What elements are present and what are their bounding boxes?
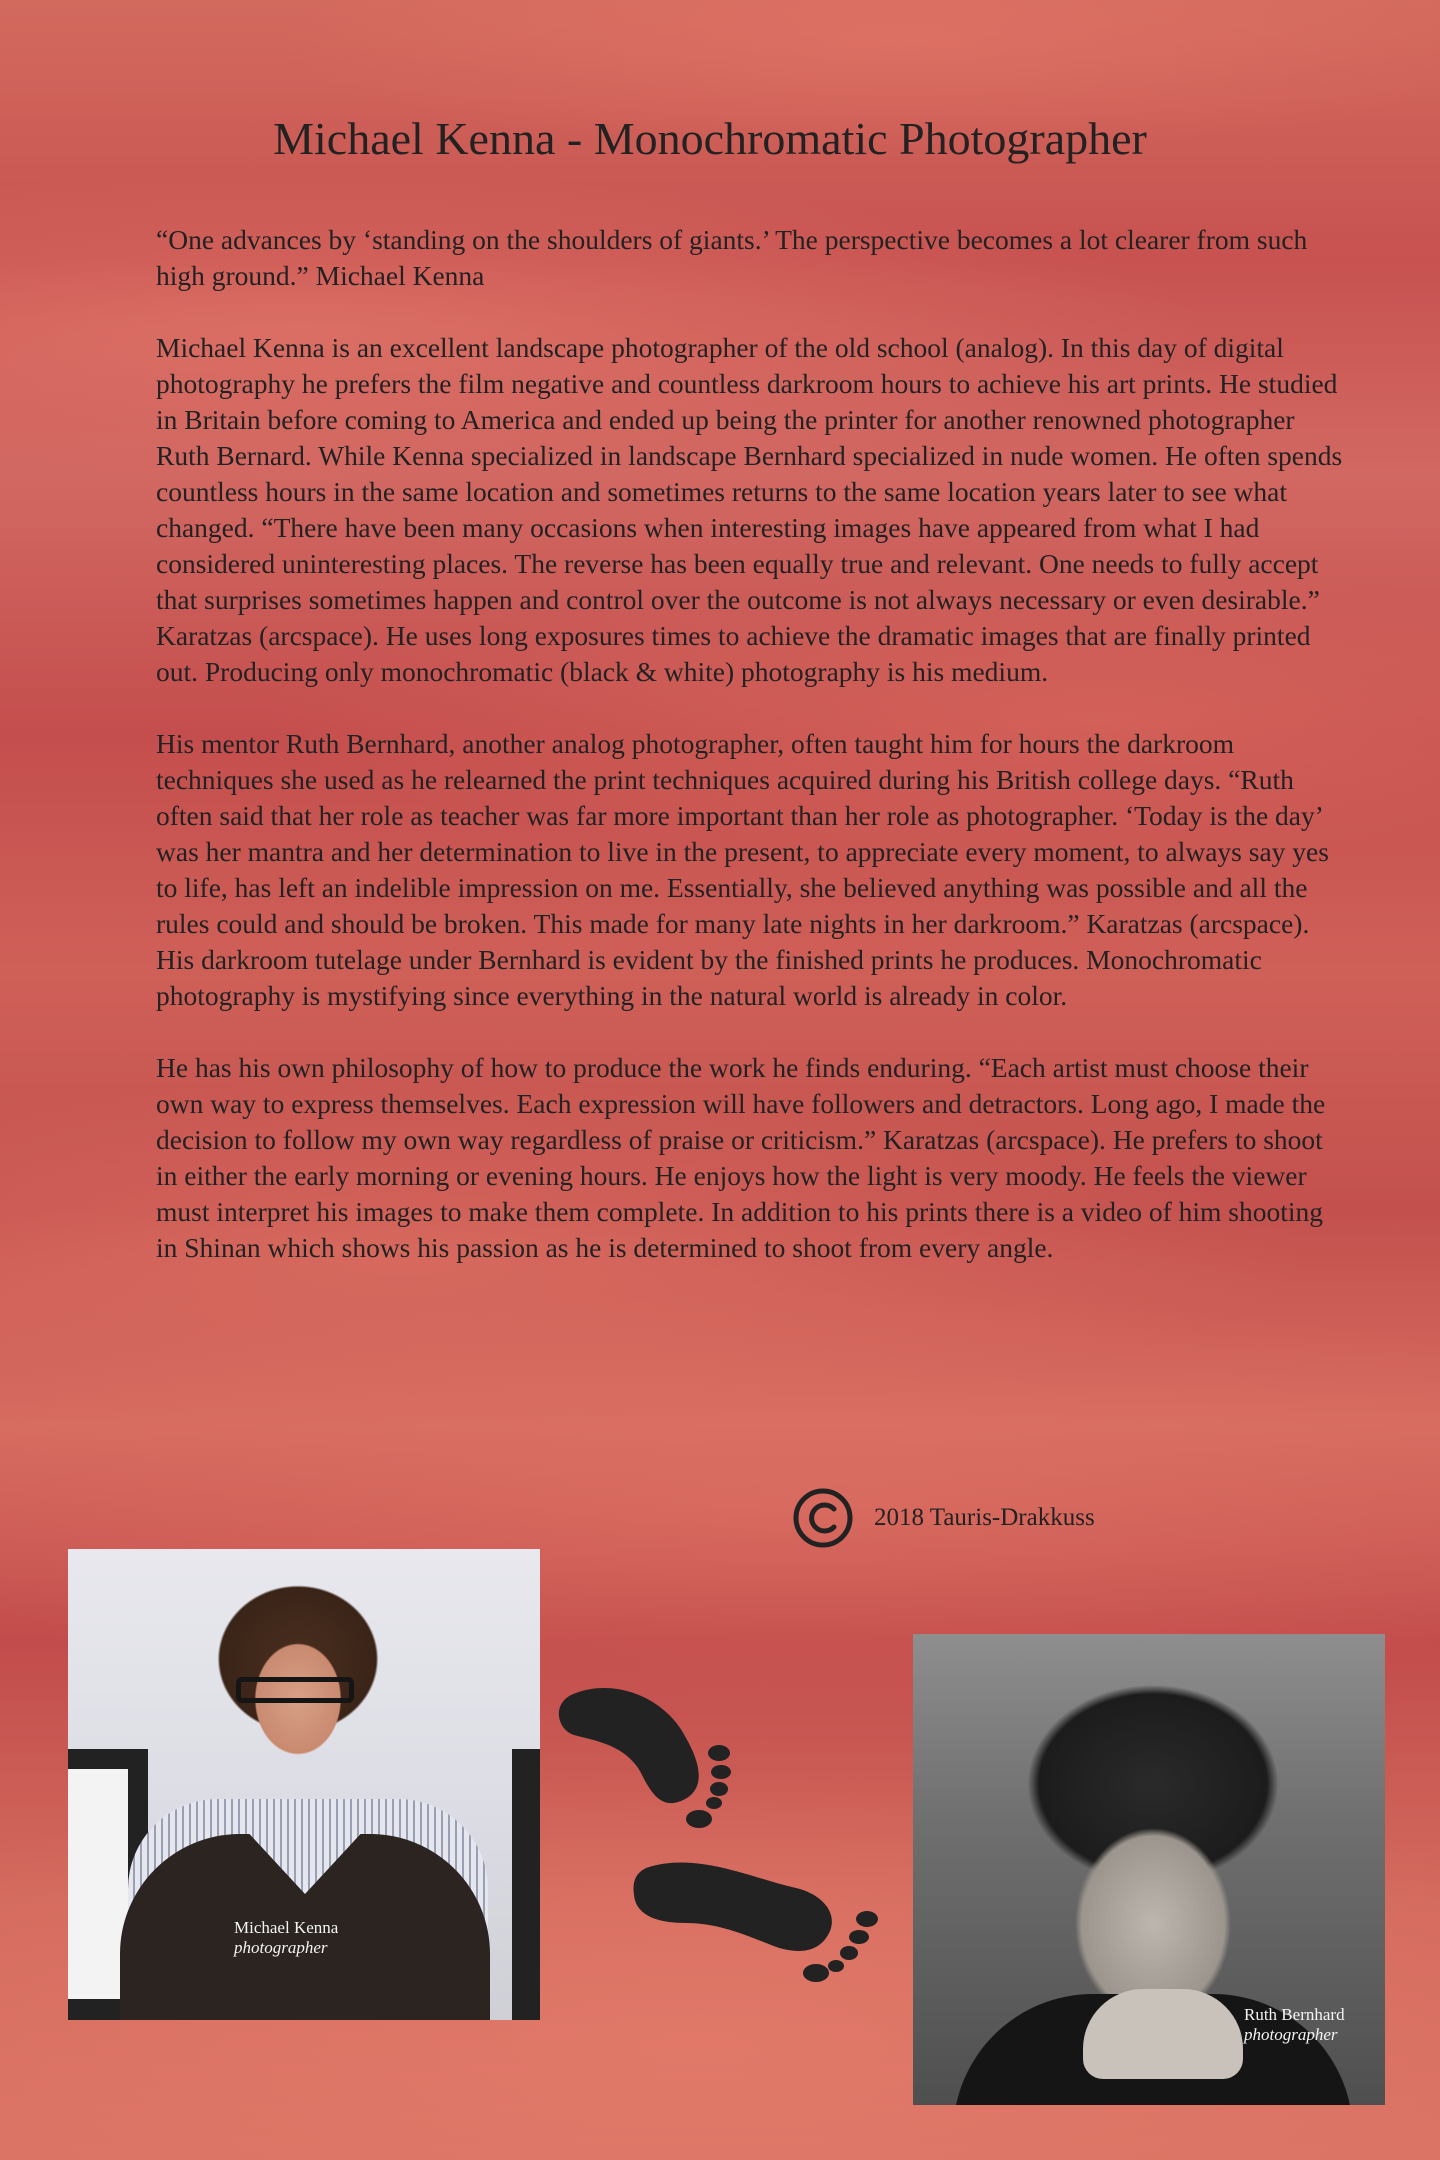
kenna-caption bbox=[234, 1918, 338, 1958]
bernhard-caption bbox=[1244, 2005, 1345, 2045]
picture-frame-right bbox=[512, 1749, 540, 2020]
copyright-icon bbox=[792, 1487, 854, 1549]
bernhard-caption-role: photographer bbox=[1244, 2025, 1338, 2044]
michael-kenna-photo bbox=[68, 1549, 540, 2020]
page-title: Michael Kenna - Monochromatic Photographer bbox=[273, 113, 1147, 164]
copyright-text: 2018 Tauris-Drakkuss bbox=[874, 1504, 1095, 1531]
article-body bbox=[156, 222, 1346, 1302]
clasped-hands bbox=[1083, 1989, 1243, 2079]
ruth-bernhard-photo bbox=[913, 1634, 1385, 2105]
copyright-notice bbox=[792, 1486, 1095, 1550]
kenna-caption-role: photographer bbox=[234, 1938, 328, 1957]
paragraph-intro: Michael Kenna is an excellent landscape photographer of the old school (analog). In this day of digital photography he prefers the film negative and countless darkroom hours to achieve his art prints. He studied in Britain before coming to America and ended up being the printer for another renowned photographer Ruth Bernard. While Kenna specialized in landscape Bernhard specialized in nude women. He often spends countless hours in the same location and sometimes returns to the same location years later to see what changed. “There have been many occasions when interesting images have appeared from what I had considered uninteresting places. The reverse has been equally true and relevant. One needs to fully accept that surprises sometimes happen and control over the outcome is not always necessary or even desirable.” Karatzas (arcspace). He uses long exposures times to achieve the dramatic images that are finally printed out. Producing only monochromatic (black & white) photography is his medium. bbox=[156, 332, 1343, 687]
glasses bbox=[236, 1677, 354, 1703]
footprints-icon bbox=[556, 1683, 888, 2005]
paragraph-mentor: His mentor Ruth Bernhard, another analog photographer, often taught him for hours the darkroom techniques she used as he relearned the print techniques acquired during his British college days. “Ruth often said that her role as teacher was far more important than her role as photographer. ‘Today is the day’ was her mantra and her determination to live in the present, to appreciate every moment, to always say yes to life, has left an indelible impression on me. Essentially, she believed anything was possible and all the rules could and should be broken. This made for many late nights in her darkroom.” Karatzas (arcspace). His darkroom tutelage under Bernhard is evident by the finished prints he produces. Monochromatic photography is mystifying since everything in the natural world is already in color. bbox=[156, 728, 1329, 1011]
kenna-caption-name: Michael Kenna bbox=[234, 1918, 339, 1937]
paragraph-philosophy: He has his own philosophy of how to produce the work he finds enduring. “Each artist must choose their own way to express themselves. Each expression will have followers and detractors. Long ago, I made the decision to follow my own way regardless of praise or criticism.” Karatzas (arcspace). He prefers to shoot in either the early morning or evening hours. He enjoys how the light is very moody. He feels the viewer must interpret his images to make them complete. In addition to his prints there is a video of him shooting in Shinan which shows his passion as he is determined to shoot from every angle. bbox=[156, 1052, 1326, 1263]
opening-quote: “One advances by ‘standing on the shoulders of giants.’ The perspective becomes a lot clearer from such high ground.” Michael Kenna bbox=[156, 224, 1308, 291]
bernhard-caption-name: Ruth Bernhard bbox=[1244, 2005, 1345, 2024]
